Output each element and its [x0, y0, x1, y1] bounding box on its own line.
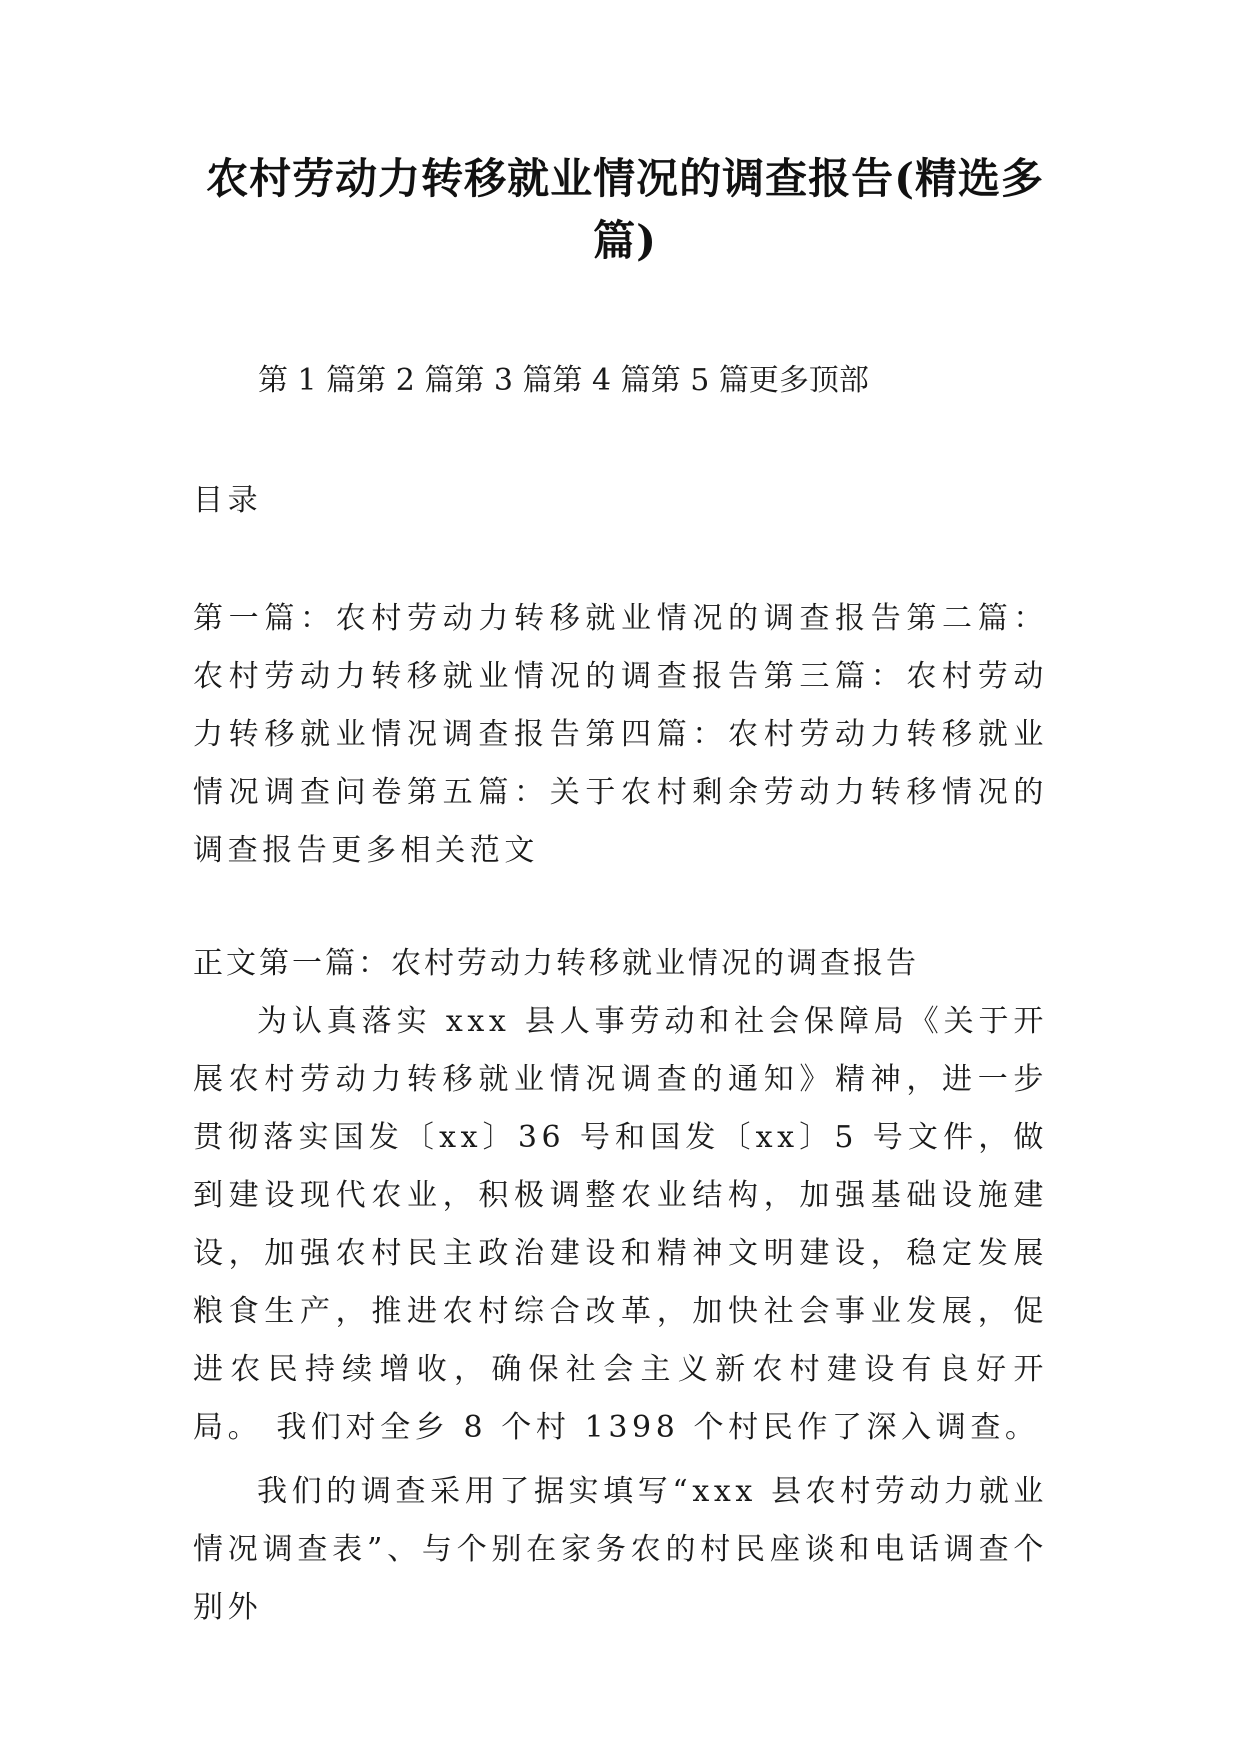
toc-list: 第一篇：农村劳动力转移就业情况的调查报告第二篇：农村劳动力转移就业情况的调查报告第三篇：农村劳动力转移就业情况调查报告第四篇：农村劳动力转移就业情况调查问卷第五篇：关于农村剩余劳动力转移情况的调查报告更多相关范文 [193, 601, 1048, 868]
body-paragraph-1: 为认真落实 xxx 县人事劳动和社会保障局《关于开展农村劳动力转移就业情况调查的通知》精神，进一步贯彻落实国发〔xx〕36 号和国发〔xx〕5 号文件，做到建设现代农业，积极调整农业结构，加强基础设施建设，加强农村民主政治建设和精神文明建设，稳定发展粮食生产，推进农村综合改革，加快社会事业发展，促进农民持续增收，确保社会主义新农村建设有良好开局。 我们对全乡 8 个村 1398 个村民作了深入调查。 [193, 1004, 1048, 1445]
nav-link-part-1[interactable]: 第 1 篇 [258, 363, 357, 398]
nav-link-more[interactable]: 更多 [748, 363, 809, 398]
toc-heading: 目录 [193, 483, 263, 518]
nav-link-part-2[interactable]: 第 2 篇 [356, 363, 455, 398]
document-title: 农村劳动力转移就业情况的调查报告(精选多篇) [206, 154, 1044, 265]
section-nav [258, 361, 869, 401]
nav-link-part-4[interactable]: 第 4 篇 [552, 363, 651, 398]
nav-link-top[interactable]: 顶部 [808, 363, 869, 398]
nav-link-part-5[interactable]: 第 5 篇 [650, 363, 749, 398]
body-paragraph-2: 我们的调查采用了据实填写“xxx 县农村劳动力就业情况调查表”、与个别在家务农的村民座谈和电话调查个别外 [193, 1474, 1048, 1625]
main-heading: 正文第一篇：农村劳动力转移就业情况的调查报告 [193, 946, 919, 981]
nav-link-part-3[interactable]: 第 3 篇 [454, 363, 553, 398]
